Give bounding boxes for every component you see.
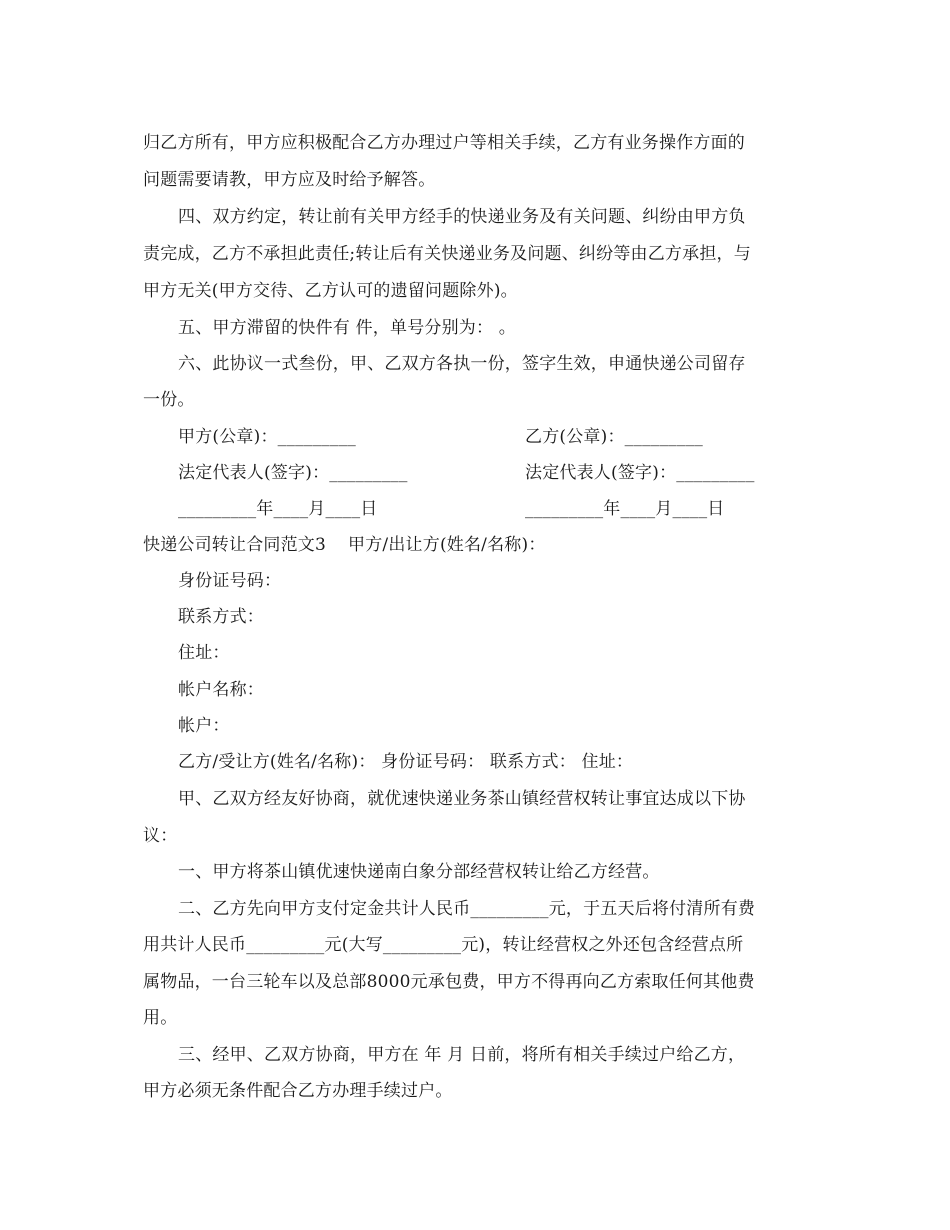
clause-2-line: 属物品，一台三轮车以及总部8000元承包费，甲方不得再向乙方索取任何其他费 [143,972,755,992]
contact-field: 联系方式： [178,607,264,627]
agreement-intro-line: 甲、乙双方经友好协商，就优速快递业务茶山镇经营权转让事宜达成以下协 [178,789,746,809]
clause-6-line: 六、此协议一式叁份，甲、乙双方各执一份，签字生效，申通快递公司留存 [178,354,746,374]
address-field: 住址： [178,643,230,663]
paragraph-line: 问题需要请教，甲方应及时给予解答。 [143,170,436,190]
signature-party-b-rep: 法定代表人(签字)：_________ [525,463,755,483]
paragraph-line: 归乙方所有，甲方应积极配合乙方办理过户等相关手续，乙方有业务操作方面的 [143,133,745,153]
signature-party-b-date: _________年____月____日 [525,499,725,519]
clause-4-line: 责完成，乙方不承担此责任;转让后有关快递业务及问题、纠纷等由乙方承担，与 [143,244,751,264]
clause-4-line: 甲方无关(甲方交待、乙方认可的遗留问题除外)。 [143,281,518,301]
clause-3-line: 三、经甲、乙双方协商，甲方在 年 月 日前，将所有相关手续过户给乙方， [178,1045,746,1065]
clause-2-line: 用。 [143,1008,178,1028]
party-a-label: 甲方/出让方(姓名/名称)： [348,535,546,555]
agreement-intro-line: 议： [143,826,178,846]
signature-party-a-seal: 甲方(公章)：_________ [178,427,356,447]
signature-party-a-rep: 法定代表人(签字)：_________ [178,463,408,483]
party-b-fields: 乙方/受让方(姓名/名称)： 身份证号码： 联系方式： 住址： [178,752,634,772]
clause-1-line: 一、甲方将茶山镇优速快递南白象分部经营权转让给乙方经营。 [178,862,660,882]
signature-party-b-seal: 乙方(公章)：_________ [525,427,703,447]
account-field: 帐户： [178,716,230,736]
clause-5-line: 五、甲方滞留的快件有 件，单号分别为： 。 [178,318,517,338]
clause-3-line: 甲方必须无条件配合乙方办理手续过户。 [143,1081,453,1101]
section-heading-line [143,534,546,556]
account-name-field: 帐户名称： [178,680,264,700]
section-heading: 快递公司转让合同范文3 [143,535,327,555]
clause-2-line: 二、乙方先向甲方支付定金共计人民币_________元，于五天后将付清所有费 [178,899,756,919]
signature-party-a-date: _________年____月____日 [178,499,378,519]
clause-4-line: 四、双方约定，转让前有关甲方经手的快递业务及有关问题、纠纷由甲方负 [178,207,746,227]
id-number-field: 身份证号码： [178,571,282,591]
clause-2-line: 用共计人民币_________元(大写_________元)，转让经营权之外还包含经营点所 [143,935,744,955]
clause-6-line: 一份。 [143,390,195,410]
